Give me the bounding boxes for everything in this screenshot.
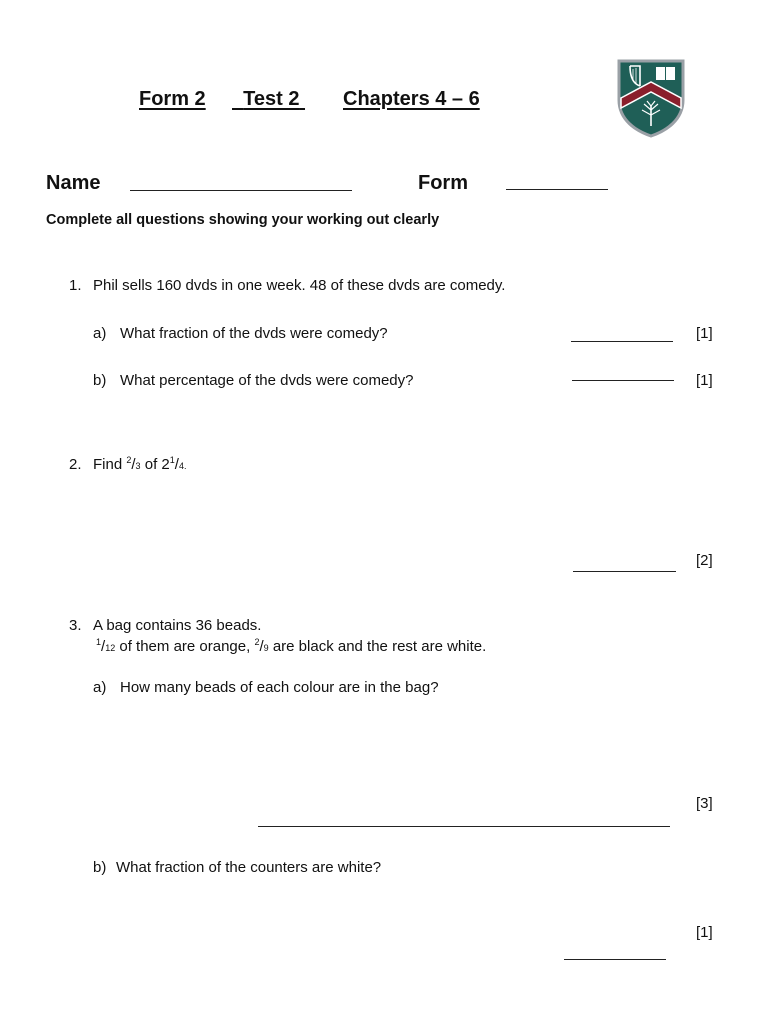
title-test: Test 2 [243,88,300,110]
q1-number: 1. [69,277,82,294]
q3-text: A bag contains 36 beads. [93,617,262,634]
school-crest-logo [616,58,686,138]
q1-text: Phil sells 160 dvds in one week. 48 of these dvds are comedy. [93,277,506,294]
q1b-label: b) [93,372,107,389]
q2-number: 2. [69,456,82,473]
instructions: Complete all questions showing your working out clearly [46,212,440,228]
form-label: Form [418,172,468,194]
q1a-marks: [1] [696,325,713,342]
q3b-answer-line[interactable] [564,959,666,960]
q1b-marks: [1] [696,372,713,389]
title-chapters: Chapters 4 – 6 [343,88,480,110]
q3-fractions-line: $^1$/12 of them are orange, $^2$/9 are black and the rest are white. [96,637,487,655]
q3a-text: How many beads of each colour are in the bag? [120,679,439,696]
q1b-answer-line[interactable] [572,380,674,381]
q1a-answer-line[interactable] [571,341,673,342]
q3a-answer-line[interactable] [258,826,670,827]
name-label: Name [46,172,101,194]
title-form: Form 2 [139,88,206,110]
q2-answer-line[interactable] [573,571,676,572]
name-answer-line[interactable] [130,190,352,191]
q1a-label: a) [93,325,107,342]
q2-text: Find $^2$/3 of $2^1/4$. [93,455,187,473]
q3b-label: b) [93,859,107,876]
q1b-text: What percentage of the dvds were comedy? [120,372,414,389]
q3-number: 3. [69,617,82,634]
form-answer-line[interactable] [506,189,608,190]
q3a-label: a) [93,679,107,696]
q1a-text: What fraction of the dvds were comedy? [120,325,388,342]
q2-marks: [2] [696,552,713,569]
q3a-marks: [3] [696,795,713,812]
q3b-marks: [1] [696,924,713,941]
q3b-text: What fraction of the counters are white? [116,859,382,876]
